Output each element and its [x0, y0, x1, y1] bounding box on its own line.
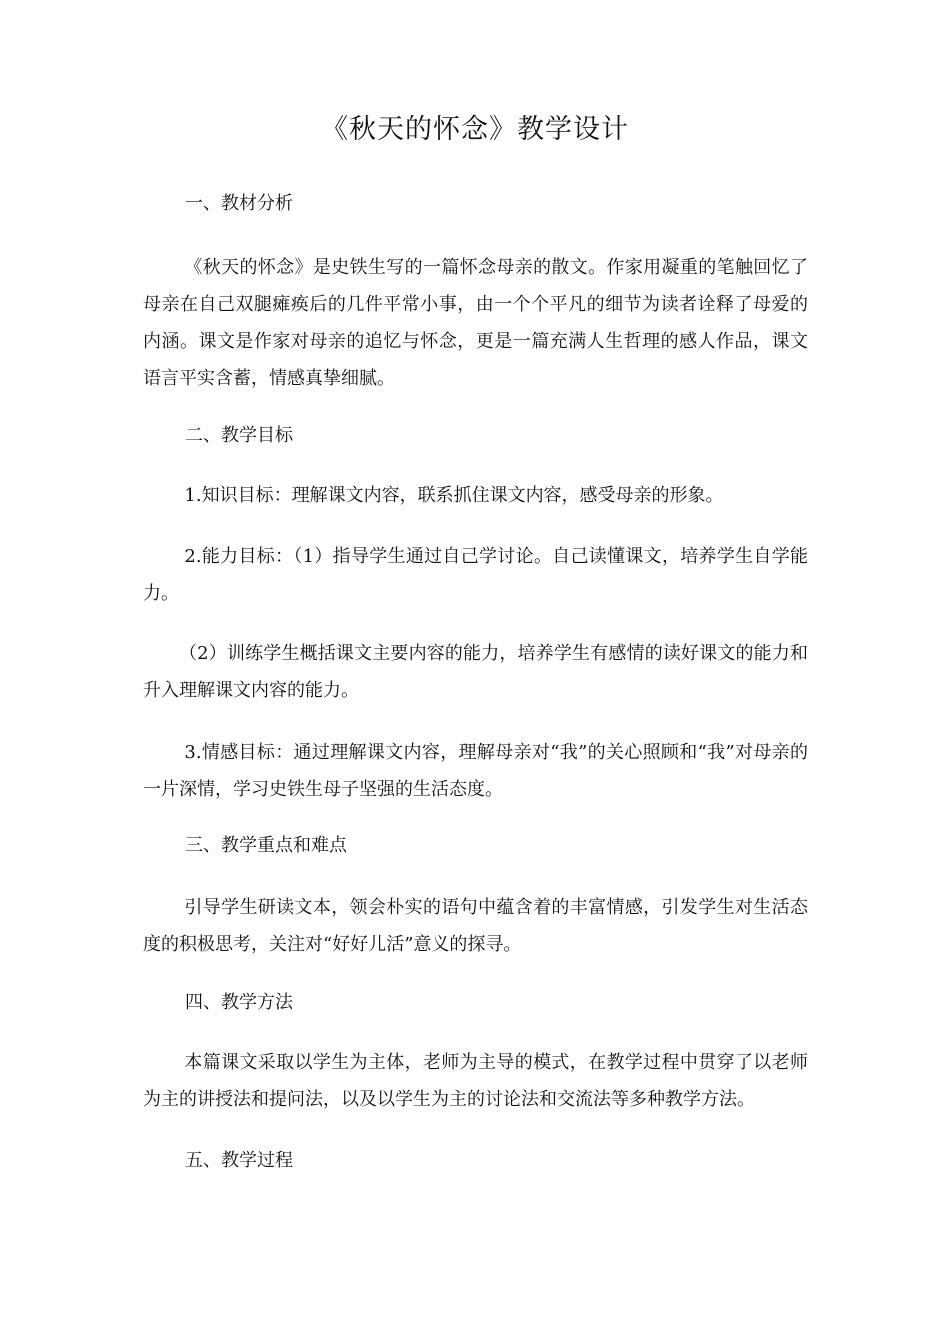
paragraph-ability-goal-1: 2.能力目标：（1）指导学生通过自己学讨论。自己读懂课文，培养学生自学能力。: [143, 546, 808, 604]
paragraph-textbook-analysis: 《秋天的怀念》是史铁生写的一篇怀念母亲的散文。作家用凝重的笔触回忆了母亲在自己双腿瘫痪后的几件平常小事，由一个个平凡的细节为读者诠释了母爱的内涵。课文是作家对母亲的追忆与怀念，更是一篇充满人生哲理的感人作品，课文语言平实含蓄，情感真挚细腻。: [143, 257, 808, 389]
paragraph-key-points: 引导学生研读文本，领会朴实的语句中蕴含着的丰富情感，引发学生对生活态度的积极思考，关注对“好好儿活”意义的探寻。: [143, 897, 808, 955]
document-title: 《秋天的怀念》教学设计: [321, 114, 629, 145]
paragraph-emotion-goal: 3.情感目标：通过理解课文内容，理解母亲对“我”的关心照顾和“我”对母亲的一片深情，学习史铁生母子坚强的生活态度。: [143, 742, 808, 800]
section-heading-teaching-process: 五、教学过程: [185, 1150, 293, 1171]
paragraph-ability-goal-2: （2）训练学生概括课文主要内容的能力，培养学生有感情的读好课文的能力和升入理解课文内容的能力。: [143, 643, 808, 701]
paragraph-knowledge-goal: 1.知识目标：理解课文内容，联系抓住课文内容，感受母亲的形象。: [184, 485, 724, 506]
section-heading-textbook-analysis: 一、教材分析: [185, 193, 293, 214]
section-heading-key-points: 三、教学重点和难点: [185, 835, 347, 856]
section-heading-teaching-methods: 四、教学方法: [185, 992, 293, 1013]
section-heading-teaching-goals: 二、教学目标: [185, 425, 293, 446]
paragraph-teaching-methods: 本篇课文采取以学生为主体，老师为主导的模式，在教学过程中贯穿了以老师为主的讲授法和提问法，以及以学生为主的讨论法和交流法等多种教学方法。: [143, 1052, 808, 1110]
